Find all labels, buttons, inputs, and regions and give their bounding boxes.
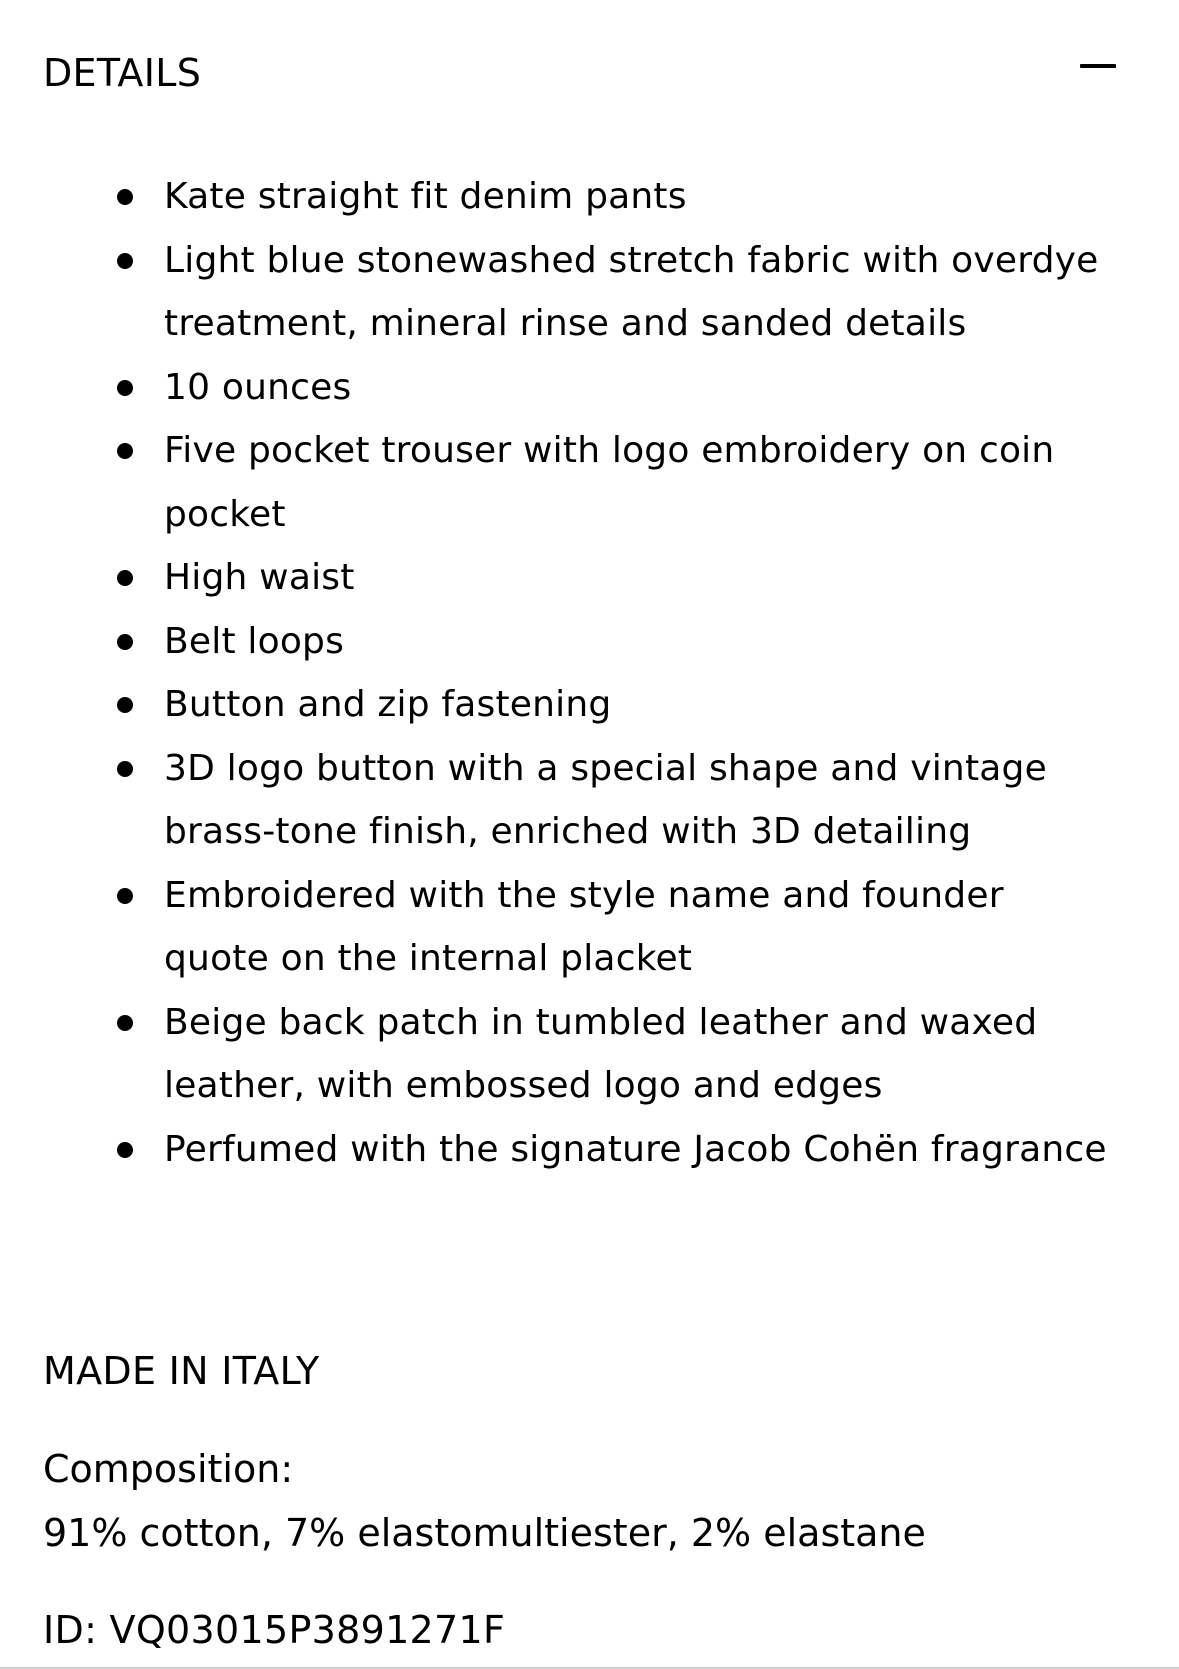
list-item-text: 10 ounces — [164, 366, 352, 408]
list-item-text: High waist — [164, 557, 355, 598]
bullet-icon — [117, 189, 133, 205]
list-item-text: Perfumed with the signature Jacob Cohën fragrance — [164, 1128, 1107, 1170]
list-item-text: Kate straight fit denim pants — [164, 176, 687, 217]
bullet-icon — [117, 634, 133, 650]
list-item — [0, 1118, 1179, 1182]
bullet-icon — [117, 697, 133, 713]
collapse-details-button[interactable] — [1070, 44, 1122, 84]
list-item — [0, 546, 1179, 610]
details-title: DETAILS — [43, 51, 202, 95]
details-section-header[interactable] — [0, 0, 1179, 130]
list-item — [0, 356, 1179, 420]
list-item — [0, 165, 1179, 229]
list-item-text: Embroidered with the style name and founder quote on the internal placket — [164, 874, 1004, 979]
minus-icon — [1080, 64, 1116, 68]
list-item-text: 3D logo button with a special shape and vintage brass-tone finish, enriched with 3D detailing — [164, 747, 1047, 852]
list-item — [0, 610, 1179, 674]
country-of-origin: MADE IN ITALY — [43, 1349, 320, 1393]
list-item-text: Five pocket trouser with logo embroidery on coin pocket — [164, 430, 1055, 535]
list-item — [0, 673, 1179, 737]
bullet-icon — [117, 443, 133, 459]
composition-label: Composition: — [43, 1447, 294, 1491]
bullet-icon — [117, 380, 133, 396]
list-item-text: Beige back patch in tumbled leather and waxed leather, with embossed logo and edges — [164, 1001, 1038, 1106]
bullet-icon — [117, 253, 133, 269]
list-item — [0, 737, 1179, 864]
bullet-icon — [117, 570, 133, 586]
list-item-text: Button and zip fastening — [164, 684, 612, 725]
list-item — [0, 991, 1179, 1118]
list-item — [0, 864, 1179, 991]
details-list — [0, 165, 1179, 1181]
bullet-icon — [117, 1142, 133, 1158]
bullet-icon — [117, 888, 133, 904]
composition-value: 91% cotton, 7% elastomultiester, 2% elastane — [43, 1511, 926, 1555]
list-item — [0, 419, 1179, 546]
bullet-icon — [117, 1015, 133, 1031]
list-item-text: Light blue stonewashed stretch fabric with overdye treatment, mineral rinse and sanded details — [164, 239, 1099, 344]
list-item — [0, 229, 1179, 356]
product-id: ID: VQ03015P3891271F — [43, 1608, 506, 1652]
bullet-icon — [117, 761, 133, 777]
list-item-text: Belt loops — [164, 620, 345, 662]
